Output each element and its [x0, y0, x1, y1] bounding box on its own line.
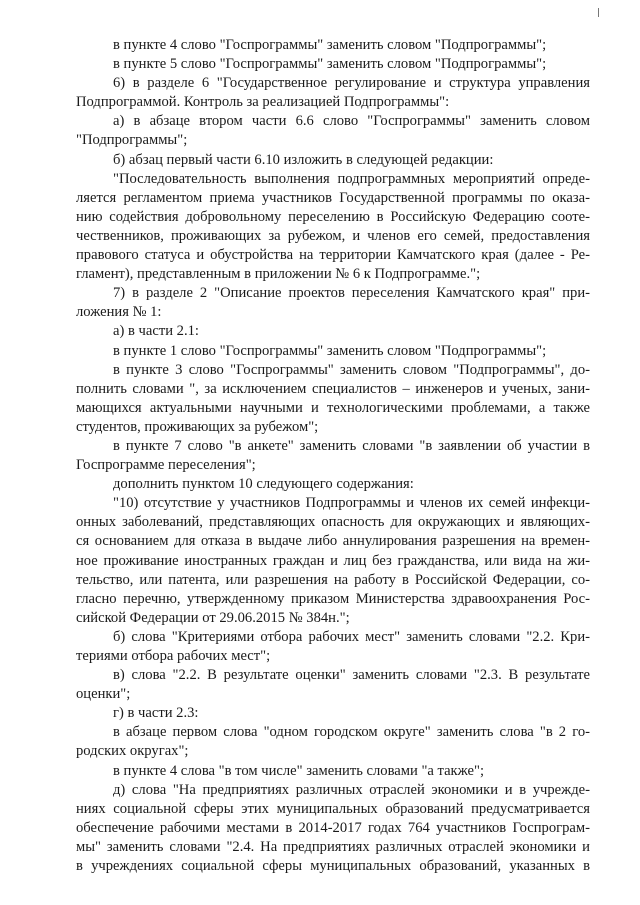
text-line: сийской Федерации от 29.06.2015 № 384н."; — [76, 609, 350, 626]
text-line: ложения № 1: — [76, 304, 162, 321]
text-line: гламент), представленным в приложении № 6 к Подпрограмме."; — [76, 266, 481, 283]
text-line: а) в абзаце втором части 6.6 слово "Госпрограммы" заменить словом — [113, 113, 590, 130]
text-line: г) в части 2.3: — [113, 705, 199, 722]
document-body — [76, 36, 590, 876]
text-line: 6) в разделе 6 "Государственное регулирование и структура управления — [113, 75, 590, 92]
text-line: в пункте 1 слово "Госпрограммы" заменить словом "Подпрограммы"; — [113, 342, 547, 359]
text-line: оценки"; — [76, 686, 131, 703]
text-line: а) в части 2.1: — [113, 323, 199, 340]
text-line: "Последовательность выполнения подпрограммных мероприятий опреде- — [113, 170, 590, 187]
text-line: ся основанием для отказа в выдаче либо аннулирования разрешения на времен- — [76, 533, 590, 550]
text-line: ниях социальной сферы этих муниципальных образований предусматривается — [76, 800, 590, 817]
text-line: в абзаце первом слова "одном городском округе" заменить слова "в 2 го- — [113, 724, 590, 741]
text-line: ное проживание иностранных граждан и лиц без гражданства, или вида на жи- — [76, 552, 590, 569]
scan-mark — [598, 8, 599, 17]
text-line: Подпрограммой. Контроль за реализацией Подпрограммы": — [76, 94, 450, 111]
text-line: мы" заменить словами "2.4. На предприятиях различных отраслей экономики и — [76, 838, 590, 855]
text-line: полнить словами ", за исключением специалистов – инженеров и ученых, зани- — [76, 380, 590, 397]
text-line: д) слова "На предприятиях различных отраслей экономики и в учрежде- — [113, 781, 590, 798]
text-line: студентов, проживающих за рубежом"; — [76, 418, 319, 435]
text-line: ляется регламентом приема участников Государственной программы по оказа- — [76, 189, 590, 206]
text-line: в пункте 4 слово "Госпрограммы" заменить словом "Подпрограммы"; — [113, 37, 547, 53]
text-line: родских округах"; — [76, 743, 189, 760]
text-line: "Подпрограммы"; — [76, 132, 188, 149]
text-line: б) абзац первый части 6.10 изложить в следующей редакции: — [113, 151, 494, 168]
text-line: "10) отсутствие у участников Подпрограммы и членов их семей инфекци- — [113, 495, 590, 512]
text-line: в пункте 3 слово "Госпрограммы" заменить словом "Подпрограммы", до- — [113, 361, 590, 378]
text-line: чественников, проживающих за рубежом, и членов его семей, предоставления — [76, 227, 590, 244]
text-line: Госпрограмме переселения"; — [76, 457, 256, 474]
text-line: онных заболеваний, представляющих опасность для окружающих и являющих- — [76, 514, 590, 531]
text-line: в учреждениях социальной сферы муниципальных образований, указанных в — [76, 858, 590, 875]
text-line: в) слова "2.2. В результате оценки" заменить словами "2.3. В результате — [113, 667, 590, 684]
text-line: в пункте 5 слово "Госпрограммы" заменить словом "Подпрограммы"; — [113, 56, 547, 73]
text-line: нию содействия добровольному переселению в Российскую Федерацию соотe- — [76, 208, 590, 225]
text-line: териями отбора рабочих мест"; — [76, 648, 271, 664]
text-line: в пункте 4 слова "в том числе" заменить словами "а также"; — [113, 762, 485, 779]
text-line: б) слова "Критериями отбора рабочих мест" заменить словами "2.2. Кри- — [113, 628, 590, 645]
text-line: обеспечение рабочими местами в 2014-2017 годах 764 участников Госпрограм- — [76, 819, 590, 836]
text-line: правового статуса и обустройства на территории Камчатского края (далее - Ре- — [76, 247, 590, 264]
text-line: гласно перечню, утвержденному приказом Министерства здравоохранения Рос- — [76, 590, 590, 607]
text-line: мающихся актуальными научными и технологическими проблемами, а также — [76, 399, 590, 416]
text-line: в пункте 7 слово "в анкете" заменить словами "в заявлении об участии в — [113, 437, 590, 454]
text-line: дополнить пунктом 10 следующего содержания: — [113, 476, 414, 493]
text-line: 7) в разделе 2 "Описание проектов переселения Камчатского края" при- — [113, 285, 590, 302]
text-line: тельство, или патента, или разрешения на работу в Российской Федерации, со- — [76, 571, 590, 588]
